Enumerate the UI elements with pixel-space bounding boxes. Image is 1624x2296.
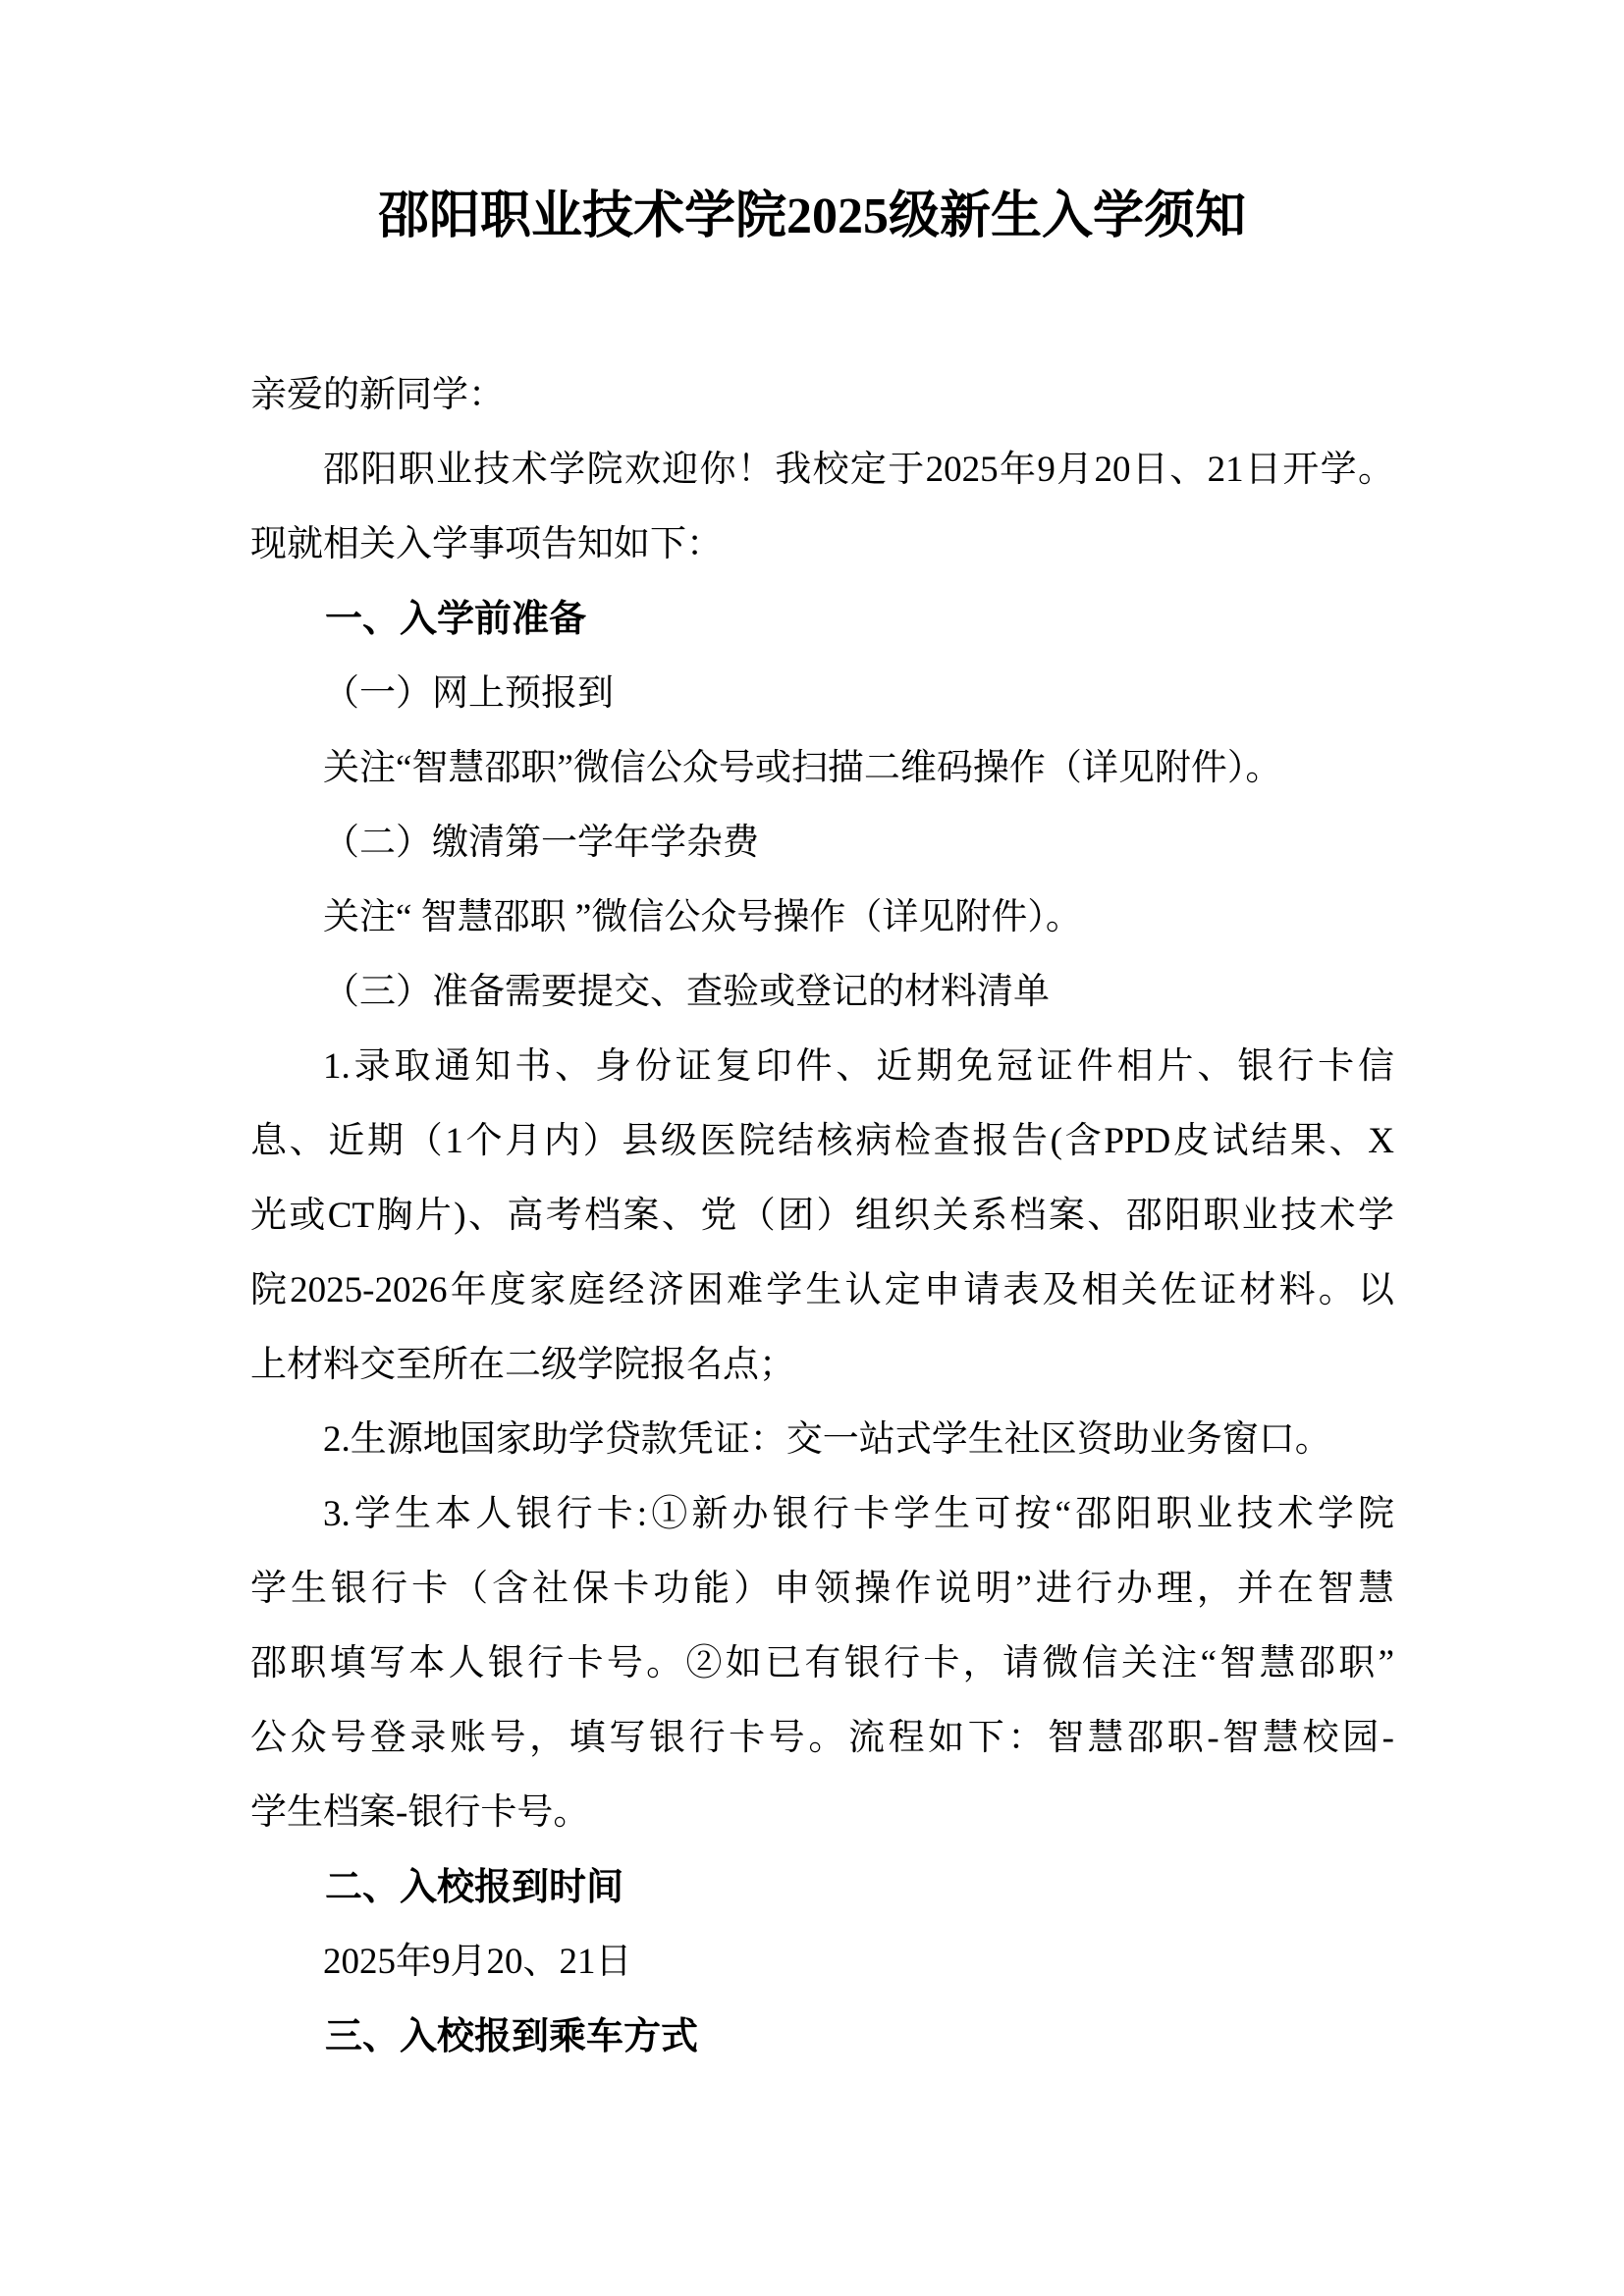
body-line: 1.录取通知书、身份证复印件、近期免冠证件相片、银行卡信 xyxy=(323,1046,1394,1087)
document-title: 邵阳职业技术学院2025级新生入学须知 xyxy=(377,188,1246,244)
body-line: 息、近期（1个月内）县级医院结核病检查报告(含PPD皮试结果、X xyxy=(250,1121,1394,1161)
body-line: 邵职填写本人银行卡号。②如已有银行卡，请微信关注“智慧邵职” xyxy=(250,1643,1394,1683)
section-transportation xyxy=(250,2000,1394,2074)
intro-line: 邵阳职业技术学院欢迎你！我校定于2025年9月20日、21日开学。 xyxy=(323,450,1394,490)
subsection-materials-checklist xyxy=(250,955,1394,1850)
checklist-item-student-loan xyxy=(250,1403,1394,1477)
body-line: 2.生源地国家助学贷款凭证：交一站式学生社区资助业务窗口。 xyxy=(323,1419,1331,1460)
body-line: 关注“ 智慧邵职 ”微信公众号操作（详见附件）。 xyxy=(323,897,1082,937)
section-heading: 三、入校报到乘车方式 xyxy=(325,2016,699,2057)
subsection-tuition-payment xyxy=(250,806,1394,955)
body-line: 院2025-2026年度家庭经济困难学生认定申请表及相关佐证材料。以 xyxy=(250,1270,1394,1310)
body-line: 上材料交至所在二级学院报名点； xyxy=(250,1345,795,1385)
subsection-heading: （一）网上预报到 xyxy=(323,673,614,714)
body-line: 关注“智慧邵职”微信公众号或扫描二维码操作（详见附件）。 xyxy=(323,748,1282,788)
body-line: 学生档案-银行卡号。 xyxy=(250,1792,590,1833)
section-arrival-time xyxy=(250,1850,1394,2000)
subsection-heading: （三）准备需要提交、查验或登记的材料清单 xyxy=(323,972,1050,1012)
checklist-item-documents xyxy=(250,1030,1394,1403)
intro-line: 现就相关入学事项告知如下： xyxy=(250,524,723,564)
document-body xyxy=(250,358,1394,2074)
body-line: 公众号登录账号，填写银行卡号。流程如下：智慧邵职-智慧校园- xyxy=(250,1718,1394,1758)
subsection-online-registration xyxy=(250,657,1394,806)
greeting: 亲爱的新同学： xyxy=(250,375,505,415)
section-heading: 一、入学前准备 xyxy=(325,599,587,640)
body-line: 光或CT胸片)、高考档案、党（团）组织关系档案、邵阳职业技术学 xyxy=(250,1196,1394,1236)
section-pre-enrollment xyxy=(250,582,1394,1850)
subsection-heading: （二）缴清第一学年学杂费 xyxy=(323,823,759,863)
body-line: 2025年9月20、21日 xyxy=(323,1942,632,1982)
body-line: 3.学生本人银行卡:①新办银行卡学生可按“邵阳职业技术学院 xyxy=(323,1494,1394,1534)
section-heading: 二、入校报到时间 xyxy=(325,1867,624,1908)
body-line: 学生银行卡（含社保卡功能）申领操作说明”进行办理，并在智慧 xyxy=(250,1569,1394,1609)
checklist-item-bank-card xyxy=(250,1477,1394,1850)
